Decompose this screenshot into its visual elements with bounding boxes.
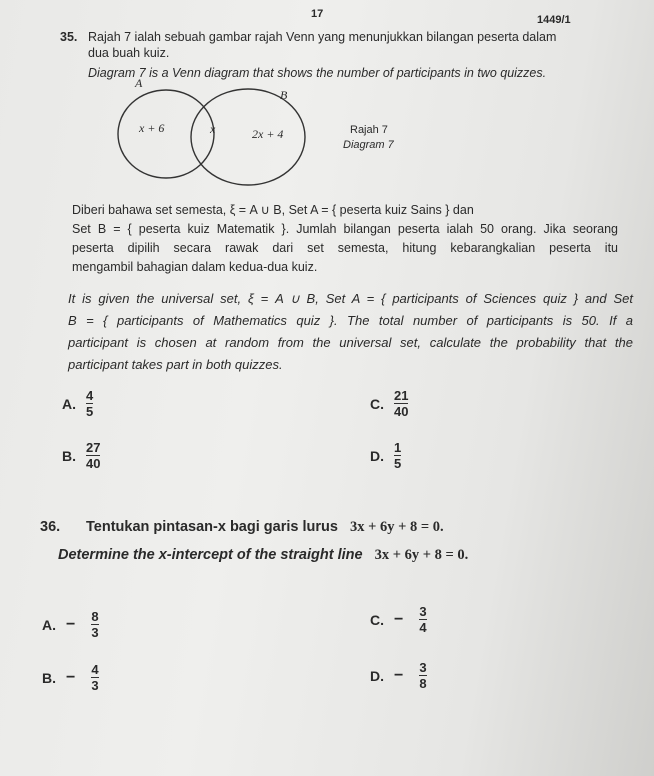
english-line: It is given the universal set, ξ = A ∪ B, Set A = { participants of Sciences quiz } and Set [68, 291, 633, 306]
option-label: B. [62, 447, 76, 464]
option-label: C. [370, 611, 384, 628]
q35-option-a[interactable] [62, 388, 93, 419]
region-only-a: x + 6 [139, 121, 165, 135]
option-label: C. [370, 395, 384, 412]
fraction: $\frac{1}{5}$ [394, 440, 402, 471]
diagram-caption-english: Diagram 7 [343, 139, 394, 151]
set-a-label: A [135, 76, 143, 90]
q35-option-b[interactable] [62, 440, 100, 471]
malay-line: mengambil bahagian dalam kedua-dua kuiz. [72, 260, 318, 274]
equation: 3x + 6y + 8 = 0. [374, 547, 469, 563]
english-line: B = { participants of Mathematics quiz }. The total number of participants is 50. If a [68, 313, 633, 328]
english-line: participant takes part in both quizzes. [68, 357, 283, 372]
q36-option-b[interactable]: B. − $\frac{4}{3}$ [42, 662, 99, 693]
malay-line: peserta dipilih secara rawak dari set semesta, hitung kebarangkalian peserta itu [72, 241, 618, 255]
q36-number: 36. [40, 519, 61, 535]
english-line: participant is chosen at random from the universal set, calculate the probability that the [68, 335, 633, 350]
region-only-b: 2x + 4 [252, 127, 284, 141]
paper-code: 1449/1 [537, 14, 571, 26]
fraction: $\frac{21}{40}$ [394, 388, 409, 419]
fraction: $\frac{4}{5}$ [86, 388, 94, 419]
option-label: B. [42, 669, 56, 686]
malay-line: Diberi bahawa set semesta, ξ = A ∪ B, Set A = { peserta kuiz Sains } dan [72, 203, 474, 217]
option-label: D. [370, 447, 384, 464]
q35-malay-intro-1: Rajah 7 ialah sebuah gambar rajah Venn yang menunjukkan bilangan peserta dalam [88, 30, 557, 44]
fraction: $\frac{27}{40}$ [86, 440, 101, 471]
option-label: D. [370, 667, 384, 684]
option-label: A. [62, 395, 76, 412]
q35-english-intro: Diagram 7 is a Venn diagram that shows the number of participants in two quizzes. [88, 66, 547, 80]
q35-option-d[interactable] [370, 440, 401, 471]
q36-malay: Tentukan pintasan-x bagi garis lurus 3x + 6y + 8 = 0. [86, 519, 444, 535]
page-number: 17 [311, 8, 324, 20]
q36-english: Determine the x-intercept of the straight line 3x + 6y + 8 = 0. [58, 547, 469, 563]
fraction: $\frac{8}{3}$ [91, 609, 99, 640]
option-label: A. [42, 616, 56, 633]
q36-option-a[interactable]: A. − $\frac{8}{3}$ [42, 609, 99, 640]
region-intersection: x [210, 122, 216, 136]
fraction: $\frac{3}{4}$ [419, 604, 427, 635]
q36-option-d[interactable]: D. − $\frac{3}{8}$ [370, 660, 427, 691]
set-b-label: B [280, 88, 288, 102]
set-a-circle [118, 90, 214, 178]
q35-malay-intro-2: dua buah kuiz. [88, 46, 170, 60]
q35-option-c[interactable] [370, 388, 408, 419]
q35-number: 35. [60, 30, 78, 44]
fraction: $\frac{4}{3}$ [91, 662, 99, 693]
equation: 3x + 6y + 8 = 0. [349, 519, 444, 535]
q36-option-c[interactable]: C. − $\frac{3}{4}$ [370, 604, 427, 635]
diagram-caption-malay: Rajah 7 [350, 124, 388, 136]
set-b-circle [191, 89, 305, 185]
malay-line: Set B = { peserta kuiz Matematik }. Jumlah bilangan peserta ialah 50 orang. Jika seorang [72, 222, 618, 236]
fraction: $\frac{3}{8}$ [419, 660, 427, 691]
